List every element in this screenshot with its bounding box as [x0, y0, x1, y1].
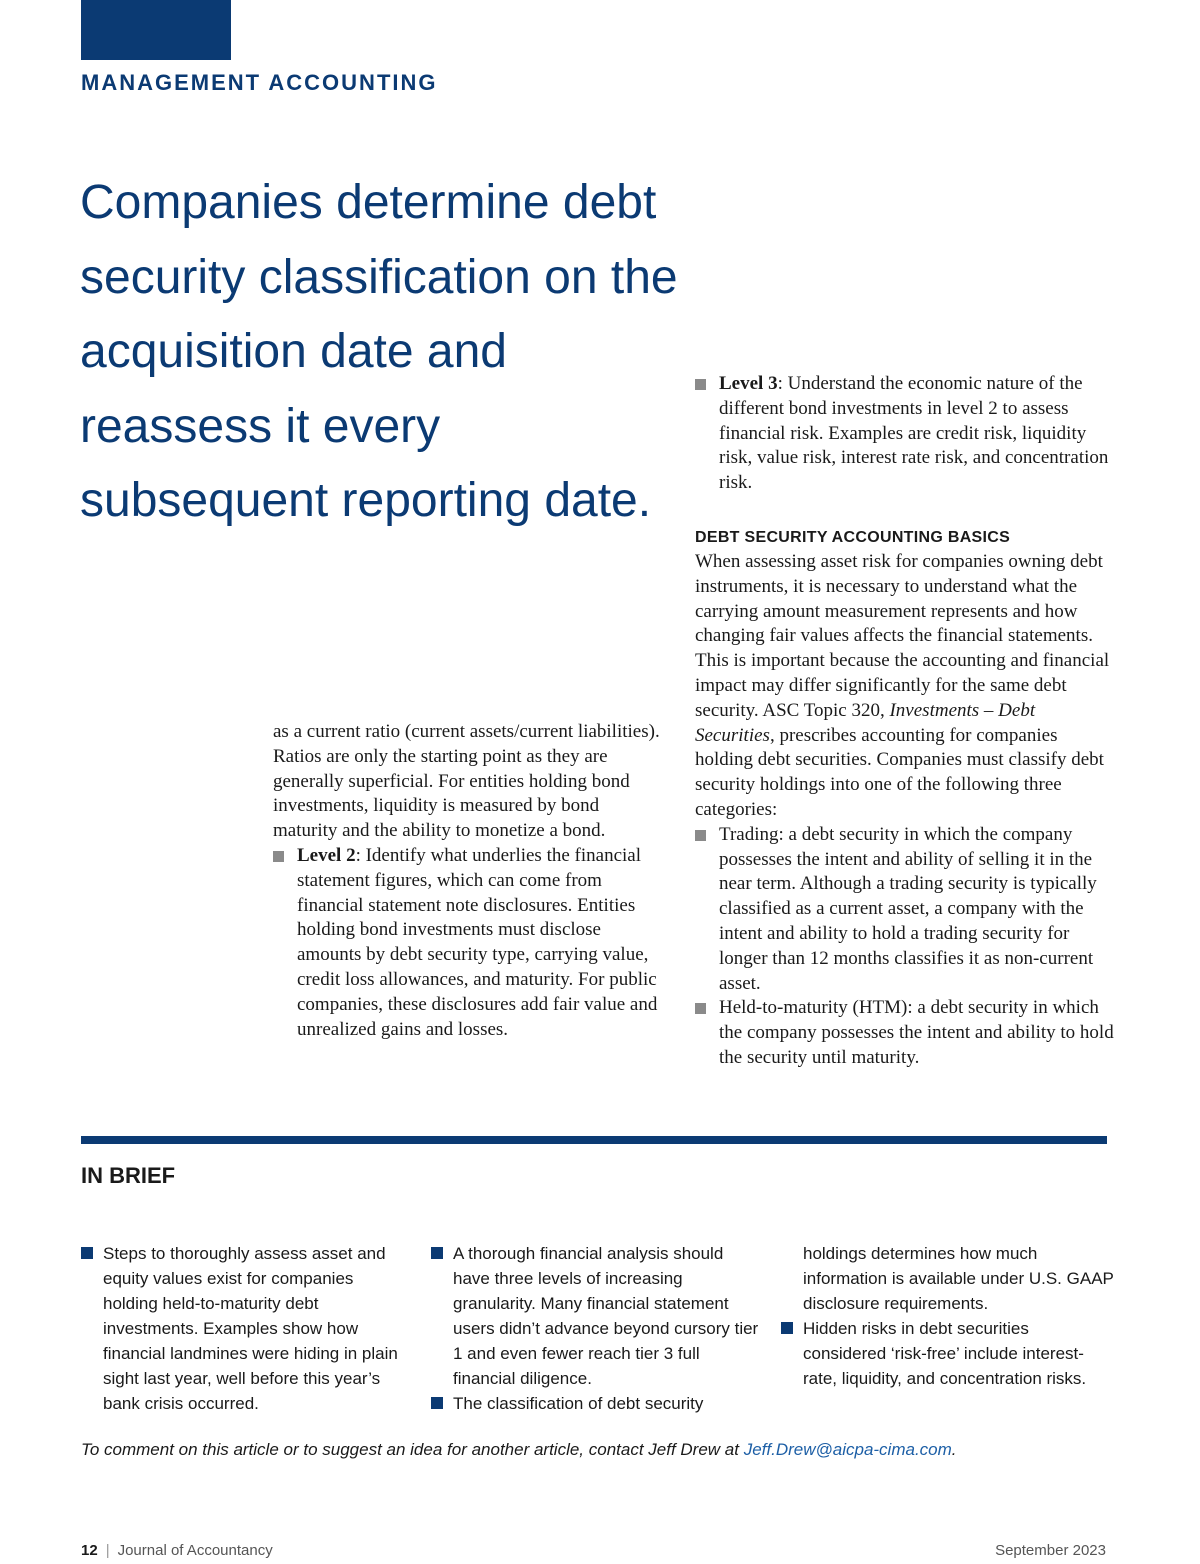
bullet-trading [695, 823, 1115, 997]
trading-text: Trading: a debt security in which the company possesses the intent and ability of selling it in the near term. Although a trading security is typically classified as a current asset, a company with the intent and ability to hold a trading security for longer than 12 months classifies it as non-current asset. [719, 823, 1097, 994]
page-number: 12 [81, 1542, 98, 1559]
htm-text: Held-to-maturity (HTM): a debt security in which the company possesses the intent and ability to hold the security until maturity. [719, 997, 1114, 1068]
square-bullet-icon [273, 851, 284, 862]
footer-divider: | [105, 1542, 110, 1559]
level-3-text: : Understand the economic nature of the different bond investments in level 2 to assess financial risk. Examples are credit risk, liquidity risk, value risk, interest rate risk, and concentration risk. [719, 373, 1109, 494]
standard-title: Investments – Debt Securities [695, 699, 1036, 746]
in-brief-title: IN BRIEF [81, 1163, 176, 1188]
square-bullet-icon [81, 1247, 93, 1259]
in-brief-item-continued: holdings determines how much information is available under U.S. GAAP disclosure requirements. [803, 1244, 1114, 1313]
paragraph-text-end: , prescribes accounting for companies holding debt securities. Companies must classify debt security holdings into one of the following three categories: [695, 724, 1104, 820]
comment-end: . [951, 1440, 957, 1459]
paragraph-text-start: When assessing asset risk for companies owning debt instruments, it is necessary to understand what the carrying amount measurement represents and how changing fair values affects the financial statements. This is important because the accounting and financial impact may differ significantly for the same debt security. ASC Topic 320, [695, 550, 1110, 721]
section-label: MANAGEMENT ACCOUNTING [81, 70, 438, 95]
in-brief-item [431, 1391, 761, 1416]
bullet-level-2 [273, 844, 663, 1042]
square-bullet-icon [695, 830, 706, 841]
in-brief-divider [81, 1136, 1107, 1144]
article-column-right [695, 372, 1115, 1071]
square-bullet-icon [431, 1247, 443, 1259]
comment-invitation [81, 1440, 957, 1460]
level-2-text: : Identify what underlies the financial statement figures, which can come from financial statement note disclosures. Entities holding bond investments must disclose amounts by debt security type, carrying value, credit loss allowances, and maturity. For public companies, these disclosures add fair value and unrealized gains and losses. [297, 844, 658, 1040]
in-brief-item-text: Hidden risks in debt securities considered ‘risk-free’ include interest-rate, liquidity, and concentration risks. [803, 1319, 1087, 1388]
in-brief-item-text: Steps to thoroughly assess asset and equity values exist for companies holding held-to-maturity debt investments. Examples show how financial landmines were hiding in plain sight last year, well before this year’s bank crisis occurred. [103, 1244, 398, 1413]
level-3-label: Level 3 [719, 373, 778, 394]
bullet-level-3 [695, 372, 1115, 496]
in-brief-item-text: The classification of debt security [453, 1394, 704, 1413]
header-color-tab [81, 0, 231, 60]
paragraph-current-ratio: as a current ratio (current assets/current liabilities). Ratios are only the starting point as they are generally superficial. For entities holding bond investments, liquidity is measured by bond maturity and the ability to monetize a bond. [273, 721, 660, 842]
in-brief-item [81, 1241, 406, 1416]
in-brief-item-text: A thorough financial analysis should have three levels of increasing granularity. Many financial statement users didn’t advance beyond cursory tier 1 and even fewer reach tier 3 full financial diligence. [453, 1244, 759, 1388]
in-brief-column-1 [81, 1241, 406, 1416]
in-brief-item [431, 1241, 761, 1391]
in-brief-column-3 [781, 1241, 1116, 1391]
square-bullet-icon [431, 1397, 443, 1409]
bullet-htm [695, 996, 1115, 1070]
paragraph-accounting-basics [695, 550, 1115, 823]
square-bullet-icon [695, 379, 706, 390]
subheading-debt-security-basics: DEBT SECURITY ACCOUNTING BASICS [695, 528, 1011, 546]
in-brief-item [781, 1316, 1116, 1391]
journal-name: Journal of Accountancy [117, 1542, 273, 1559]
comment-text: To comment on this article or to suggest an idea for another article, contact Jeff Drew at [81, 1440, 744, 1459]
article-column-middle [273, 720, 663, 1042]
pull-quote: Companies determine debt security classification on the acquisition date and reassess it every subsequent reporting date. [80, 176, 678, 527]
square-bullet-icon [781, 1322, 793, 1334]
level-2-label: Level 2 [297, 844, 356, 866]
issue-date: September 2023 [995, 1542, 1106, 1559]
footer-left [81, 1542, 273, 1559]
contact-email-link[interactable]: Jeff.Drew@aicpa-cima.com [743, 1440, 952, 1459]
square-bullet-icon [695, 1003, 706, 1014]
in-brief-column-2 [431, 1241, 761, 1416]
